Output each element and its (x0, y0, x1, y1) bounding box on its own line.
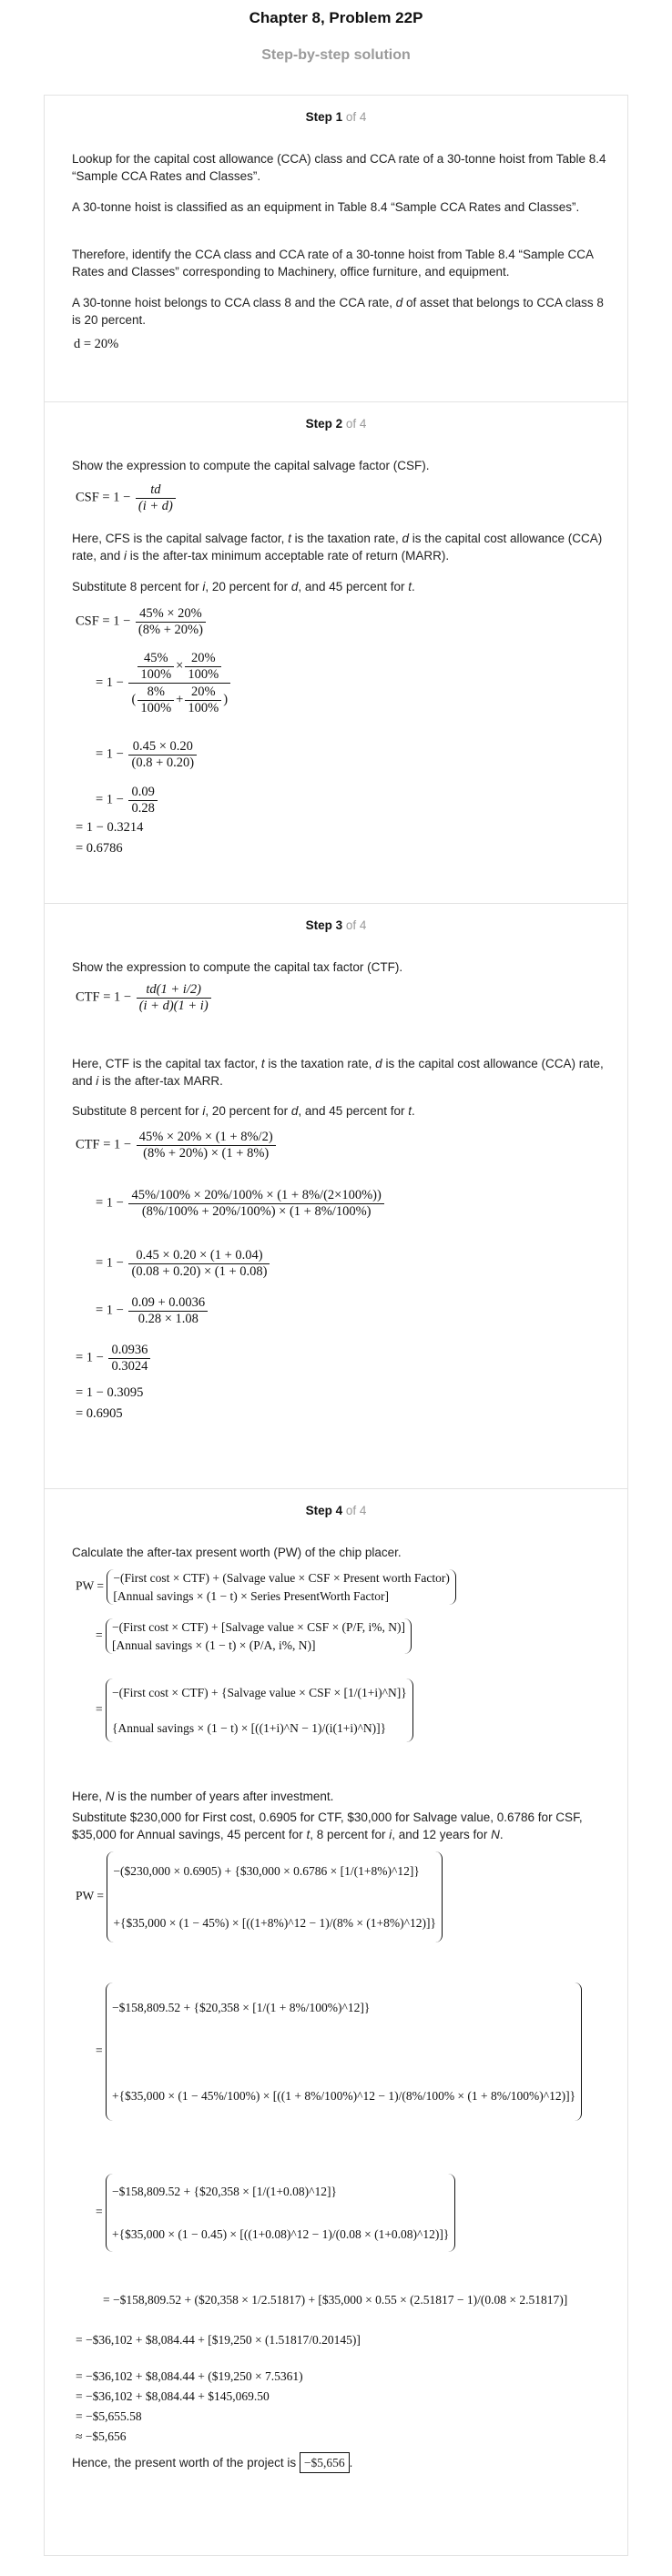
csf-substitution: CSF = 1 − $\frac{45\% \times 20\%}{(8\% + 20\%)}$ (76, 606, 208, 637)
pw-exact-result: = −$5,655.58 (76, 2409, 142, 2423)
step-2-heading: Step 2 of 4 (305, 417, 367, 431)
step-3-paragraph-2: Here, CTF is the capital tax factor, t is the taxation rate, d is the capital cost allowance (CCA) rate, and i is the after-tax MARR. (72, 1057, 604, 1088)
step-1-paragraph-1: Lookup for the capital cost allowance (CCA) class and CCA rate of a 30-tonne hoist from Table 8.4 “Sample CCA Rates and Classes”. (72, 152, 606, 183)
step-4-paragraph-3: Substitute $230,000 for First cost, 0.6905 for CTF, $30,000 for Salvage value, 0.6786 for CSF, $35,000 for Annual savings, 45 percent for t, 8 percent for i, and 12 years for N. (72, 1810, 583, 1841)
ctf-decimal-form: = 1 − $\frac{0.45 \times 0.20 \times (1 + 0.04)}{(0.08 + 0.20) \times (1 + 0.08)}$ (96, 1248, 271, 1279)
pw-step-multiply: = −$36,102 + $8,084.44 + [$19,250 × (1.51817/0.20145)] (76, 2333, 361, 2347)
csf-percent-form: = 1 − $\frac{45\%}{100\%}$ × $\frac{20\%}{100\%}$ ( $\frac{8\%}{100\%}$ + $\frac{20\%}{100\%}$ ) (96, 650, 232, 716)
step-3-heading: Step 3 of 4 (305, 918, 367, 932)
step-2-card (44, 402, 628, 904)
step-3-card (44, 904, 628, 1489)
ctf-subtraction: = 1 − 0.3095 (76, 1385, 144, 1400)
step-4-paragraph-1: Calculate the after-tax present worth (PW) of the chip placer. (72, 1546, 402, 1559)
pw-step-percent: = −$158,809.52 + {$20,358 × [1/(1 + 8%/100%)^12]} +{$35,000 × (1 − 45%/100%) × [((1 + 8%/100%)^12 − 1)/(8%/100% × (1 + 8%/100%)^12)]} (96, 1983, 582, 2121)
pw-rounded-result: ≈ −$5,656 (76, 2429, 127, 2443)
ctf-result: = 0.6905 (76, 1406, 123, 1421)
step-2-paragraph-2: Here, CFS is the capital salvage factor, t is the taxation rate, d is the capital cost allowance (CCA) rate, and i is the after-tax minimum acceptable rate of return (MARR). (72, 532, 603, 563)
page-subtitle: Step-by-step solution (261, 47, 411, 63)
csf-ratio: = 1 − $\frac{0.09}{0.28}$ (96, 785, 159, 816)
step-4-card (44, 1489, 628, 2556)
step-1-paragraph-3: Therefore, identify the CCA class and CCA rate of a 30-tonne hoist from Table 8.4 “Sample CCA Rates and Classes” corresponding to Machinery, office furniture, and equipment. (72, 248, 594, 279)
csf-decimal-form: = 1 − $\frac{0.45 \times 0.20}{(0.8 + 0.20)}$ (96, 739, 199, 770)
ctf-percent-form: = 1 − $\frac{45\%/100\% \times 20\%/100\% \times (1 + 8\%/(2\times 100\%))}{(8\%/100\% + 20\%/100\%) \times (1 + 8\%/100\%)}$ (96, 1188, 386, 1219)
csf-result: = 0.6786 (76, 841, 123, 856)
pw-step-sum: = −$36,102 + $8,084.44 + $145,069.50 (76, 2389, 270, 2403)
ctf-ratio-1: = 1 − $\frac{0.09 + 0.0036}{0.28 \times 1.08}$ (96, 1295, 209, 1326)
step-3-paragraph-1: Show the expression to compute the capital tax factor (CTF). (72, 960, 403, 974)
pw-step-ratios: = −$158,809.52 + ($20,358 × 1/2.51817) + [$35,000 × 0.55 × (2.51817 − 1)/(0.08 × 2.51817)] (103, 2293, 568, 2307)
step-3-paragraph-3: Substitute 8 percent for i, 20 percent for d, and 45 percent for t. (72, 1104, 415, 1118)
csf-formula: CSF = 1 − $\frac{td}{(i + d)}$ (76, 482, 178, 513)
pw-expanded-formula: = −(First cost × CTF) + {Salvage value × CSF × [1/(1+i)^N]} {Annual savings × (1 − t) × [((1+i)^N − 1)/(i(1+i)^N)]} (96, 1678, 413, 1742)
final-answer: −$5,656 (300, 2452, 350, 2473)
pw-step-product: = −$36,102 + $8,084.44 + ($19,250 × 7.5361) (76, 2369, 303, 2383)
csf-subtraction: = 1 − 0.3214 (76, 820, 144, 835)
ctf-substitution: CTF = 1 − $\frac{45\% \times 20\% \times (1 + 8\%/2)}{(8\% + 20\%) \times (1 + 8\%)}$ (76, 1130, 278, 1161)
step-2-paragraph-1: Show the expression to compute the capital salvage factor (CSF). (72, 459, 430, 472)
step-4-conclusion: Hence, the present worth of the project is −$5,656 . (72, 2452, 609, 2473)
step-1-equation: d = 20% (74, 337, 119, 351)
step-1-card (44, 95, 628, 402)
step-1-paragraph-2: A 30-tonne hoist is classified as an equipment in Table 8.4 “Sample CCA Rates and Classes”. (72, 200, 580, 214)
step-1-paragraph-4: A 30-tonne hoist belongs to CCA class 8 and the CCA rate, d of asset that belongs to CCA class 8 is 20 percent. (72, 296, 604, 327)
step-4-paragraph-2: Here, N is the number of years after investment. (72, 1790, 334, 1803)
step-2-paragraph-3: Substitute 8 percent for i, 20 percent for d, and 45 percent for t. (72, 580, 415, 593)
ctf-ratio-2: = 1 − $\frac{0.0936}{0.3024}$ (76, 1343, 152, 1374)
ctf-formula: CTF = 1 − $\frac{td(1 + i/2)}{(i + d)(1 + i)}$ (76, 982, 213, 1013)
pw-factor-formula: = −(First cost × CTF) + [Salvage value × CSF × (P/F, i%, N)] [Annual savings × (1 − t) × (P/A, i%, N)] (96, 1618, 412, 1654)
page-title: Chapter 8, Problem 22P (249, 9, 423, 26)
step-1-heading: Step 1 of 4 (305, 110, 367, 124)
pw-step-decimal: = −$158,809.52 + {$20,358 × [1/(1+0.08)^12]} +{$35,000 × (1 − 0.45) × [((1+0.08)^12 − 1)/(0.08 × (1+0.08)^12)]} (96, 2174, 455, 2252)
step-4-heading: Step 4 of 4 (305, 1504, 367, 1517)
pw-general-formula: PW = −(First cost × CTF) + (Salvage value × CSF × Present worth Factor) [Annual savings × (1 − t) × Series PresentWorth Factor] (76, 1569, 456, 1605)
pw-substitution: PW = −($230,000 × 0.6905) + {$30,000 × 0.6786 × [1/(1+8%)^12]} +{$35,000 × (1 − 45%) × [((1+8%)^12 − 1)/(8% × (1+8%)^12)]} (76, 1851, 443, 1942)
